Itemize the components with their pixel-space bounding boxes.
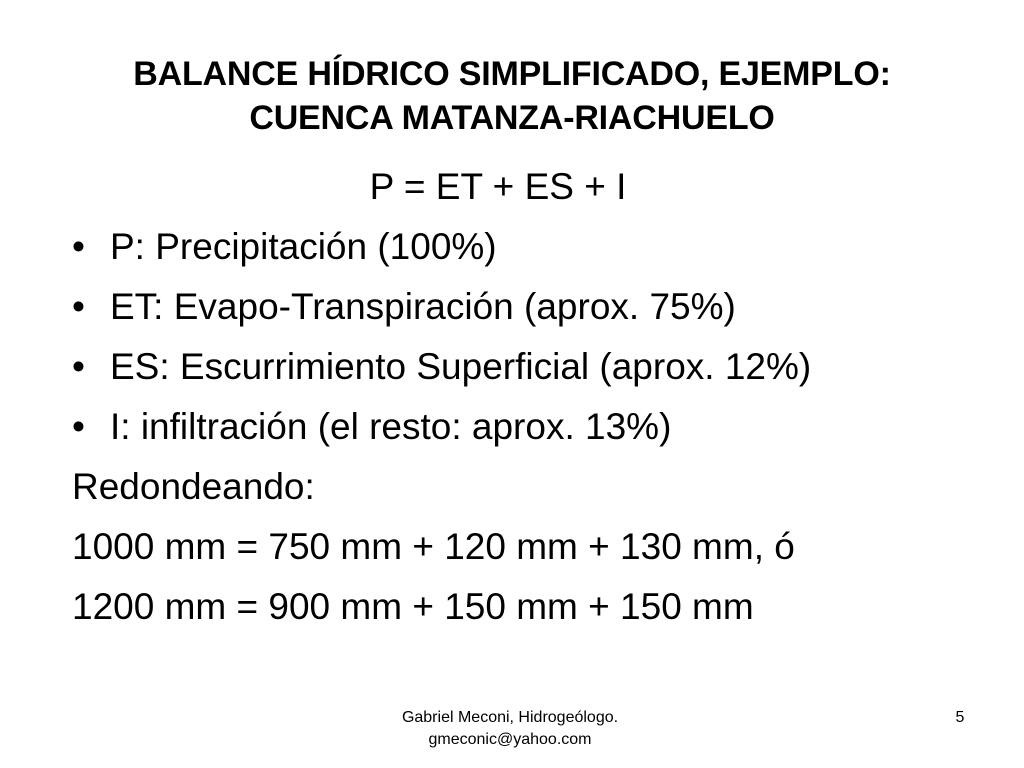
slide-body xyxy=(72,163,992,643)
rounding-example-2: 1200 mm = 900 mm + 150 mm + 150 mm xyxy=(72,586,754,627)
bullet-text: ES: Escurrimiento Superficial (aprox. 12%) xyxy=(110,346,812,387)
bullet-text: P: Precipitación (100%) xyxy=(110,226,497,267)
footer xyxy=(330,707,690,751)
footer-author: Gabriel Meconi, Hidrogeólogo. xyxy=(401,709,619,726)
bullet-icon: • xyxy=(72,226,85,267)
bullet-item-infiltration xyxy=(72,403,992,463)
footer-email: gmeconic@yahoo.com xyxy=(428,731,592,748)
title-line-2: CUENCA MATANZA-RIACHUELO xyxy=(249,99,775,137)
bullet-icon: • xyxy=(72,406,85,447)
rounding-label: Redondeando: xyxy=(72,466,315,507)
page-number: 5 xyxy=(955,709,965,726)
rounding-example-1: 1000 mm = 750 mm + 120 mm + 130 mm, ó xyxy=(72,526,795,567)
bullet-text: I: infiltración (el resto: aprox. 13%) xyxy=(110,406,672,447)
bullet-item-evapotranspiration xyxy=(72,283,992,343)
bullet-icon: • xyxy=(72,346,85,387)
slide-title xyxy=(40,52,984,140)
bullet-item-runoff xyxy=(72,343,992,403)
bullet-icon: • xyxy=(72,286,85,327)
bullet-item-precipitation xyxy=(72,223,992,283)
bullet-text: ET: Evapo-Transpiración (aprox. 75%) xyxy=(110,286,736,327)
title-line-1: BALANCE HÍDRICO SIMPLIFICADO, EJEMPLO: xyxy=(133,55,891,93)
equation: P = ET + ES + I xyxy=(369,166,627,207)
